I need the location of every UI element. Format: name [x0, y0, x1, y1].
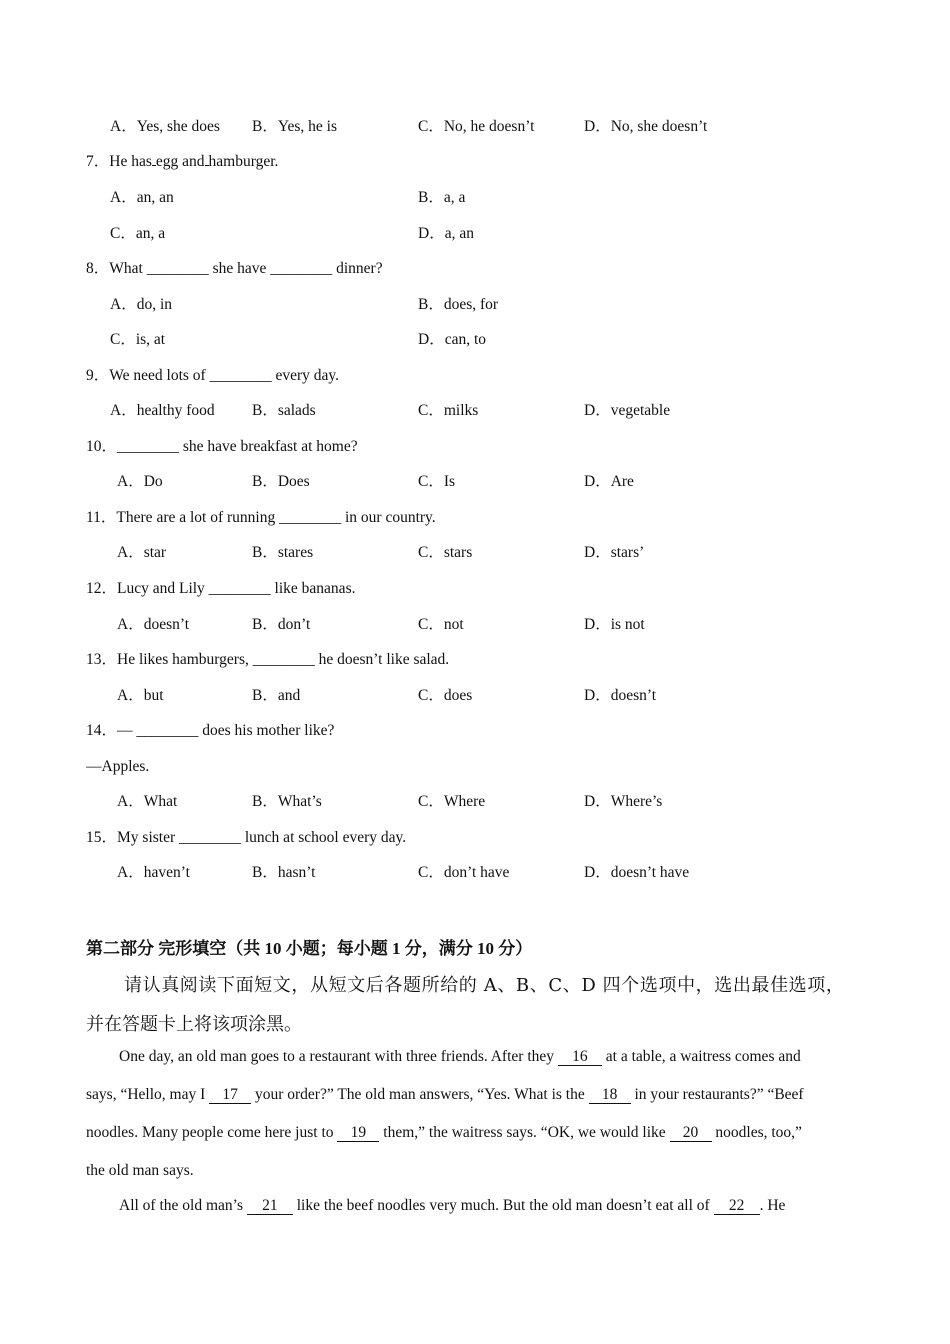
q6-option-b: B．Yes, he is: [252, 118, 337, 135]
q9-stem: 9．We need lots of ________ every day.: [86, 367, 340, 384]
q10-option-a: A．Do: [117, 473, 163, 490]
q12-option-a: A．doesn’t: [117, 616, 190, 633]
instruction-line-2: 并在答题卡上将该项涂黑。: [86, 1014, 302, 1035]
q13-option-c: C．does: [418, 687, 473, 704]
q13-option-d: D．doesn’t: [584, 687, 657, 704]
q14-option-c: C．Where: [418, 793, 486, 810]
q7-stem-part: 7．He has: [86, 153, 152, 170]
q12-option-c: C．not: [418, 616, 464, 633]
q10-option-b: B．Does: [252, 473, 310, 490]
q13-option-a: A．but: [117, 687, 164, 704]
q8-option-d: D．can, to: [418, 331, 487, 348]
q8-stem: 8．What ________ she have ________ dinner?: [86, 260, 383, 277]
q14-option-b: B．What’s: [252, 793, 322, 810]
q9-option-a: A．healthy food: [110, 402, 215, 419]
q6-option-c: C．No, he doesn’t: [418, 118, 535, 135]
q11-option-b: B．stares: [252, 544, 314, 561]
q12-option-d: D．is not: [584, 616, 645, 633]
section-heading: 第二部分 完形填空（共 10 小题；每小题 1 分，满分 10 分）: [86, 939, 533, 958]
blank-17: 17: [209, 1087, 251, 1104]
passage-text: at a table, a waitress comes and: [605, 1048, 801, 1065]
q11-option-d: D．stars’: [584, 544, 645, 561]
passage-p1-line-1: [119, 1047, 801, 1067]
passage-text: One day, an old man goes to a restaurant with three friends. After they: [119, 1048, 555, 1065]
q15-stem: 15．My sister ________ lunch at school every day.: [86, 829, 407, 846]
q14-reply: —Apples.: [86, 758, 150, 775]
q10-option-d: D．Are: [584, 473, 634, 490]
passage-text: noodles. Many people come here just to: [86, 1124, 334, 1141]
q14-stem: 14．— ________ does his mother like?: [86, 722, 335, 739]
q8-option-c: C．is, at: [110, 331, 166, 348]
passage-p1-line-4: the old man says.: [86, 1162, 194, 1179]
q12-option-b: B．don’t: [252, 616, 311, 633]
passage-text: them,” the waitress says. “OK, we would like: [383, 1124, 666, 1141]
blank-22: 22: [714, 1198, 760, 1215]
passage-text: All of the old man’s: [119, 1197, 243, 1214]
passage-text: like the beef noodles very much. But the old man doesn’t eat all of: [296, 1197, 710, 1214]
q7-option-c: C．an, a: [110, 225, 166, 242]
q6-option-a: A．Yes, she does: [110, 118, 220, 135]
passage-text: in your restaurants?” “Beef: [634, 1086, 804, 1103]
q14-option-a: A．What: [117, 793, 178, 810]
q7-option-b: B．a, a: [418, 189, 466, 206]
q10-stem: 10．________ she have breakfast at home?: [86, 438, 358, 455]
q8-option-a: A．do, in: [110, 296, 173, 313]
blank-20: 20: [670, 1125, 712, 1142]
q9-option-b: B．salads: [252, 402, 316, 419]
passage-text: your order?” The old man answers, “Yes. What is the: [254, 1086, 585, 1103]
q11-option-c: C．stars: [418, 544, 473, 561]
blank-19: 19: [337, 1125, 379, 1142]
q11-stem: 11．There are a lot of running ________ in our country.: [86, 509, 436, 526]
q10-option-c: C．Is: [418, 473, 456, 490]
blank-18: 18: [589, 1087, 631, 1104]
passage-p1-line-2: [86, 1085, 804, 1105]
passage-text: noodles, too,”: [715, 1124, 802, 1141]
q7-stem-part: egg and: [155, 153, 205, 170]
q7-stem: [86, 152, 278, 172]
q12-stem: 12．Lucy and Lily ________ like bananas.: [86, 580, 356, 597]
q14-option-d: D．Where’s: [584, 793, 663, 810]
q7-stem-part: hamburger.: [208, 153, 279, 170]
instruction-line-1: 请认真阅读下面短文，从短文后各题所给的 A、B、C、D 四个选项中，选出最佳选项，: [124, 975, 845, 996]
passage-p1-line-3: [86, 1123, 802, 1143]
q9-option-d: D．vegetable: [584, 402, 671, 419]
q11-option-a: A．star: [117, 544, 167, 561]
q7-option-d: D．a, an: [418, 225, 474, 242]
q6-option-d: D．No, she doesn’t: [584, 118, 708, 135]
q13-option-b: B．and: [252, 687, 301, 704]
q15-option-d: D．doesn’t have: [584, 864, 690, 881]
q13-stem: 13．He likes hamburgers, ________ he doesn’t like salad.: [86, 651, 450, 668]
blank-16: 16: [558, 1049, 602, 1066]
q7-option-a: A．an, an: [110, 189, 174, 206]
q15-option-a: A．haven’t: [117, 864, 190, 881]
q15-option-c: C．don’t have: [418, 864, 510, 881]
passage-text: says, “Hello, may I: [86, 1086, 206, 1103]
q9-option-c: C．milks: [418, 402, 479, 419]
q15-option-b: B．hasn’t: [252, 864, 316, 881]
blank-21: 21: [247, 1198, 293, 1215]
q8-option-b: B．does, for: [418, 296, 499, 313]
passage-text: . He: [759, 1197, 786, 1214]
passage-p2-line-1: [119, 1196, 785, 1216]
